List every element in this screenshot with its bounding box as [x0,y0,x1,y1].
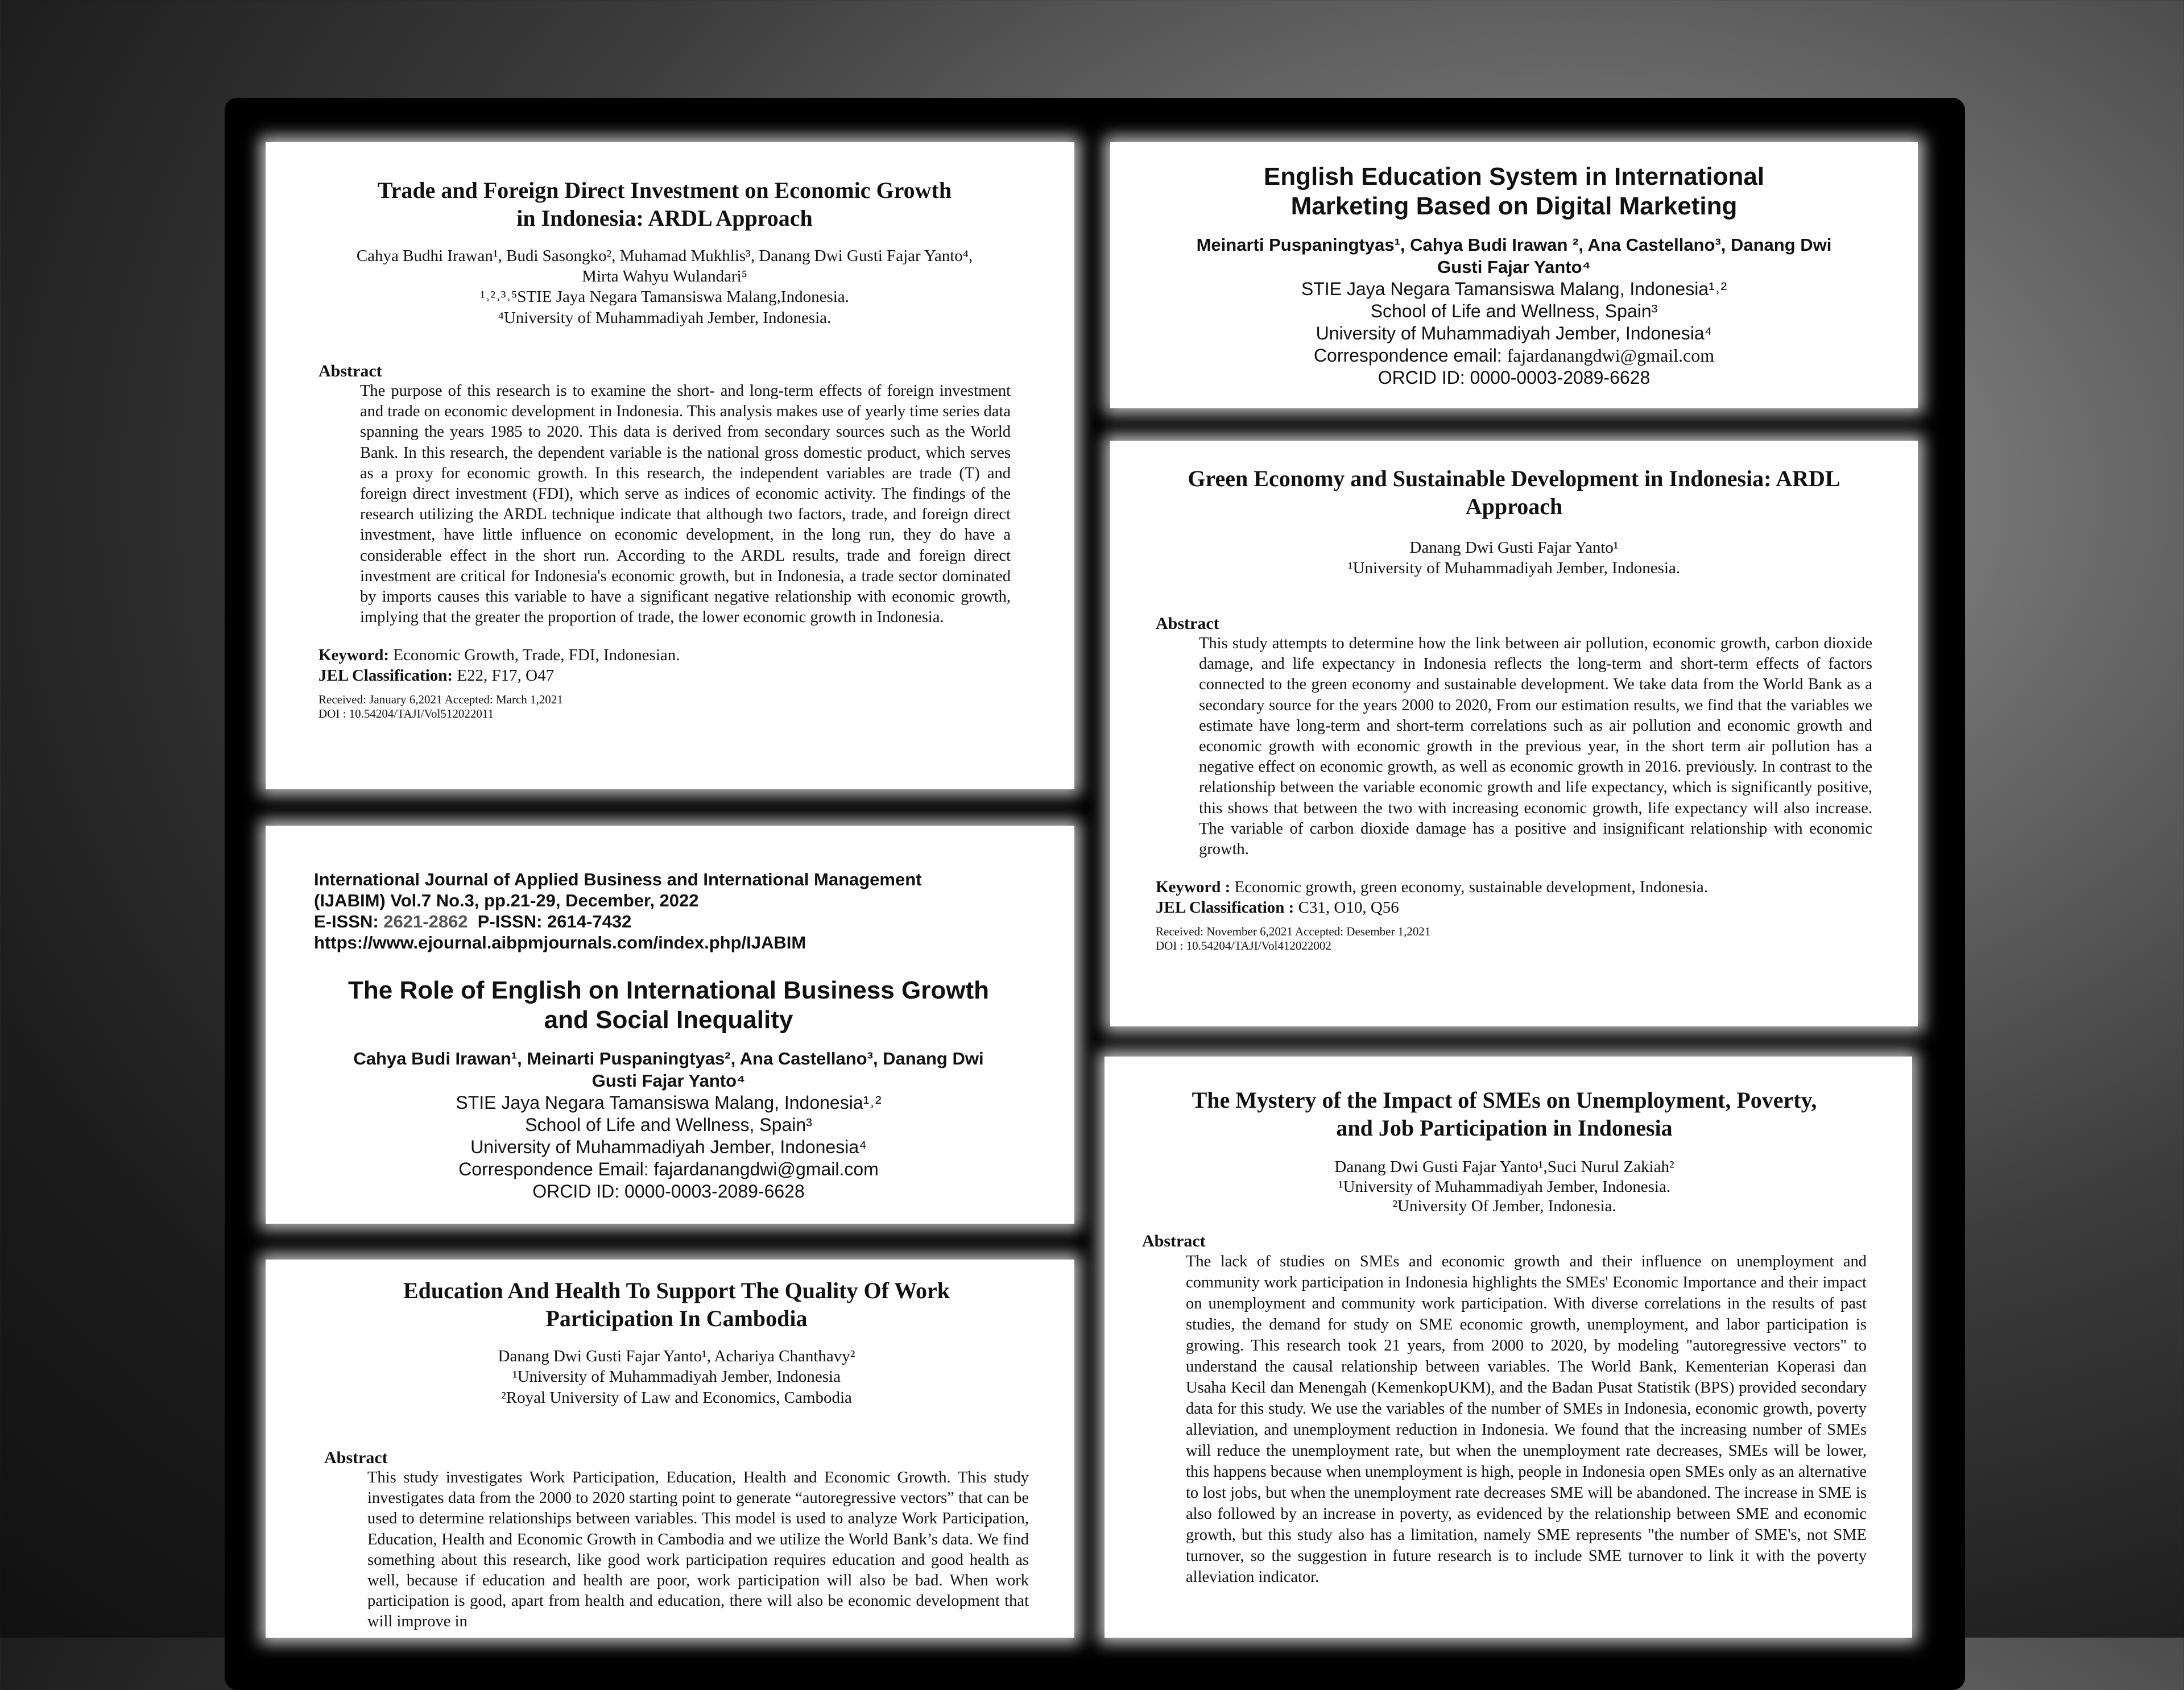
paper-authors: Cahya Budi Irawan¹, Meinarti Puspaningtyas², Ana Castellano³, Danang Dwi Gusti Fajar Yanto⁴ [353,1049,984,1091]
paper-affiliation: ¹University of Muhammadiyah Jember, Indonesia. [1347,559,1681,577]
email-label: Correspondence email: [1313,345,1507,366]
paper-title: Trade and Foreign Direct Investment on Economic Growth in Indonesia: ARDL Approach [377,177,952,231]
paper-affiliation: ⁴University of Muhammadiyah Jember, Indonesia. [498,309,832,327]
paper-authors: Danang Dwi Gusti Fajar Yanto¹,Suci Nurul Zakiah² [1334,1158,1674,1176]
orcid-id: ORCID ID: 0000-0003-2089-6628 [1378,367,1651,388]
abstract-heading: Abstract [324,1448,388,1467]
received-dates: Received: November 6,2021 Accepted: Desember 1,2021 [1156,925,1431,939]
jel-label: JEL Classification: [318,666,453,685]
keyword-label: Keyword: [318,646,390,665]
keywords-line [318,645,1011,665]
paper-affiliation: University of Muhammadiyah Jember, Indonesia⁴ [470,1137,867,1157]
correspondence-email [1156,345,1872,367]
journal-issue: (IJABIM) Vol.7 No.3, pp.21-29, December, 2022 [314,890,699,910]
eissn: 2621-2862 [383,912,468,931]
paper-affiliation: School of Life and Wellness, Spain³ [1370,301,1658,321]
journal-url[interactable]: https://www.ejournal.aibpmjournals.com/index.php/IJABIM [314,933,806,952]
journal-name: International Journal of Applied Business and International Management [314,869,922,889]
jel-codes: E22, F17, O47 [457,666,555,685]
paper-authors: Danang Dwi Gusti Fajar Yanto¹ [1409,539,1619,557]
eissn-label: E-ISSN: [314,912,384,931]
paper-title: Education And Health To Support The Quality Of Work Participation In Cambodia [403,1278,950,1331]
abstract-text: The purpose of this research is to examine the short- and long-term effects of foreign investment and trade on economic development in Indonesia. This analysis makes use of yearly time series data spanning the years 1985 to 2020. This data is derived from secondary sources such as the World Bank. In this research, the dependent variable is the national gross domestic product, which serves as a proxy for economic growth. In this research, the independent variables are trade (T) and foreign direct investment (FDI), which serve as indices of economic activity. The findings of the research utilizing the ARDL technique indicate that although two factors, trade, and foreign direct investment, have little influence on economic development, in the long run, they do have a considerable effect in the short run. According to the ARDL results, trade and foreign direct investment are critical for Indonesia's economic growth, but in Indonesia, a trade sector dominated by imports causes this variable to have a significant negative relationship with economic growth, implying that the greater the proportion of trade, the lower economic growth in Indonesia. [360,382,1011,627]
received-dates: Received: January 6,2021 Accepted: March 1,2021 [318,693,563,707]
pissn: P-ISSN: 2614-7432 [468,912,632,931]
paper-affiliation: University of Muhammadiyah Jember, Indonesia⁴ [1316,323,1713,343]
abstract-heading: Abstract [1156,614,1219,633]
keywords: Economic growth, green economy, sustainable development, Indonesia. [1234,878,1708,897]
abstract-text: This study investigates Work Participation, Education, Health and Economic Growth. This study investigates data from the 2000 to 2020 starting point to generate “autoregressive vectors” that can be used to determine relationships between variables. This model is used to analyze Work Participation, Education, Health and Economic Growth in Cambodia and we utilize the World Bank’s data. We find something about this research, like good work participation requires education and good health as well, because if education and health are poor, work participation will also be bad. When work participation is good, apart from health and education, there will also be economic development that will improve in [367,1469,1029,1631]
paper-card-role-of-english [266,826,1074,1224]
keyword-label: Keyword : [1156,878,1231,897]
doi: DOI : 10.54204/TAJI/Vol412022002 [1156,939,1331,953]
paper-card-green-economy [1110,441,1918,1026]
jel-codes: C31, O10, Q56 [1298,898,1399,917]
paper-title: The Mystery of the Impact of SMEs on Unemployment, Poverty, and Job Participation in Indonesia [1192,1087,1817,1141]
paper-affiliation: ¹University of Muhammadiyah Jember, Indonesia [512,1368,841,1386]
paper-title: English Education System in International Marketing Based on Digital Marketing [1263,163,1765,220]
paper-authors: Meinarti Puspaningtyas¹, Cahya Budi Irawan ², Ana Castellano³, Danang Dwi Gusti Fajar Yanto⁴ [1196,235,1832,277]
paper-affiliation: School of Life and Wellness, Spain³ [525,1115,812,1135]
jel-line [1156,897,1872,918]
jel-line [318,665,1011,686]
keywords-line [1156,877,1872,897]
abstract-text: This study attempts to determine how the link between air pollution, economic growth, carbon dioxide damage, and life expectancy in Indonesia reflects the long-term and short-term effects of factors connected to the green economy and sustainable development. We take data from the World Bank as a secondary source for the years 2000 to 2020, From our estimation results, we find that the variables we estimate have long-term and short-term correlations such as air pollution and economic growth and economic growth with economic growth in the previous year, in the short term air pollution has a negative effect on economic growth, as well as economic growth in 2016. previously. In contrast to the relationship between the variable economic growth and life expectancy, which is significantly positive, this shows that between the two with increasing economic growth, life expectancy will also increase. The variable of carbon dioxide damage has a positive and insignificant relationship with economic growth. [1199,635,1872,859]
paper-affiliation: ¹˒²˒³˒⁵STIE Jaya Negara Tamansiswa Malang,Indonesia. [480,288,849,306]
paper-affiliation: STIE Jaya Negara Tamansiswa Malang, Indonesia¹˒² [1301,279,1727,299]
abstract-heading: Abstract [318,362,382,380]
abstract-text: The lack of studies on SMEs and economic growth and their influence on unemployment and community work participation in Indonesia highlights the SMEs' Economic Importance and their impact on unemployment and community work participation. With diverse correlations in the results of past studies, the demand for study on SME economic growth, unemployment, and labor participation is growing. This research took 21 years, from 2000 to 2020, by modeling "autoregressive vectors" to understand the causal relationship between variables. The World Bank, Kementerian Koperasi dan Usaha Kecil dan Menengah (KemenkopUKM), and the Badan Pusat Statistik (BPS) provided secondary data for this study. We use the variables of the number of SMEs in Indonesia, economic growth, poverty alleviation, and unemployment reduction in Indonesia. We found that the increasing number of SMEs will reduce the unemployment rate, but when the unemployment rate decreases, SMEs will be lower, this happens because when unemployment is high, people in Indonesia open SMEs only as an alternative to lost jobs, but when the unemployment rate decreases SME will be abandoned. The increase in SME is also followed by an increase in poverty, as evidenced by the relationship between SME and economic growth, but this study also has a limitation, namely SME represents "the number of SME's, not SME turnover, so the suggestion in future research is to include SME turnover to link it with the poverty alleviation indicator. [1186,1253,1867,1586]
paper-title: The Role of English on International Business Growth and Social Inequality [348,976,989,1034]
paper-title: Green Economy and Sustainable Development in Indonesia: ARDL Approach [1188,466,1840,519]
orcid-id: ORCID ID: 0000-0003-2089-6628 [532,1181,805,1202]
paper-affiliation: ²Royal University of Law and Economics, Cambodia [501,1389,852,1407]
paper-card-english-education [1110,142,1918,408]
issn-line [314,911,1023,932]
keywords: Economic Growth, Trade, FDI, Indonesian. [393,646,680,665]
paper-card-smes-mystery [1105,1057,1912,1638]
email-address: fajardanangdwi@gmail.com [1507,345,1715,366]
paper-card-trade-fdi [266,142,1074,789]
paper-card-education-health [266,1260,1074,1638]
paper-authors: Danang Dwi Gusti Fajar Yanto¹, Achariya Chanthavy² [498,1347,855,1365]
paper-affiliation: ²University Of Jember, Indonesia. [1392,1197,1616,1215]
paper-authors: Cahya Budhi Irawan¹, Budi Sasongko², Muhamad Mukhlis³, Danang Dwi Gusti Fajar Yanto⁴, Mirta Wahyu Wulandari⁵ [356,247,973,285]
doi: DOI : 10.54204/TAJI/Vol512022011 [318,707,494,721]
paper-affiliation: STIE Jaya Negara Tamansiswa Malang, Indonesia¹˒² [456,1092,882,1113]
paper-affiliation: ¹University of Muhammadiyah Jember, Indonesia. [1338,1178,1671,1196]
correspondence-email: Correspondence Email: fajardanangdwi@gmail.com [458,1159,879,1179]
jel-label: JEL Classification : [1156,898,1294,917]
abstract-heading: Abstract [1142,1232,1206,1250]
